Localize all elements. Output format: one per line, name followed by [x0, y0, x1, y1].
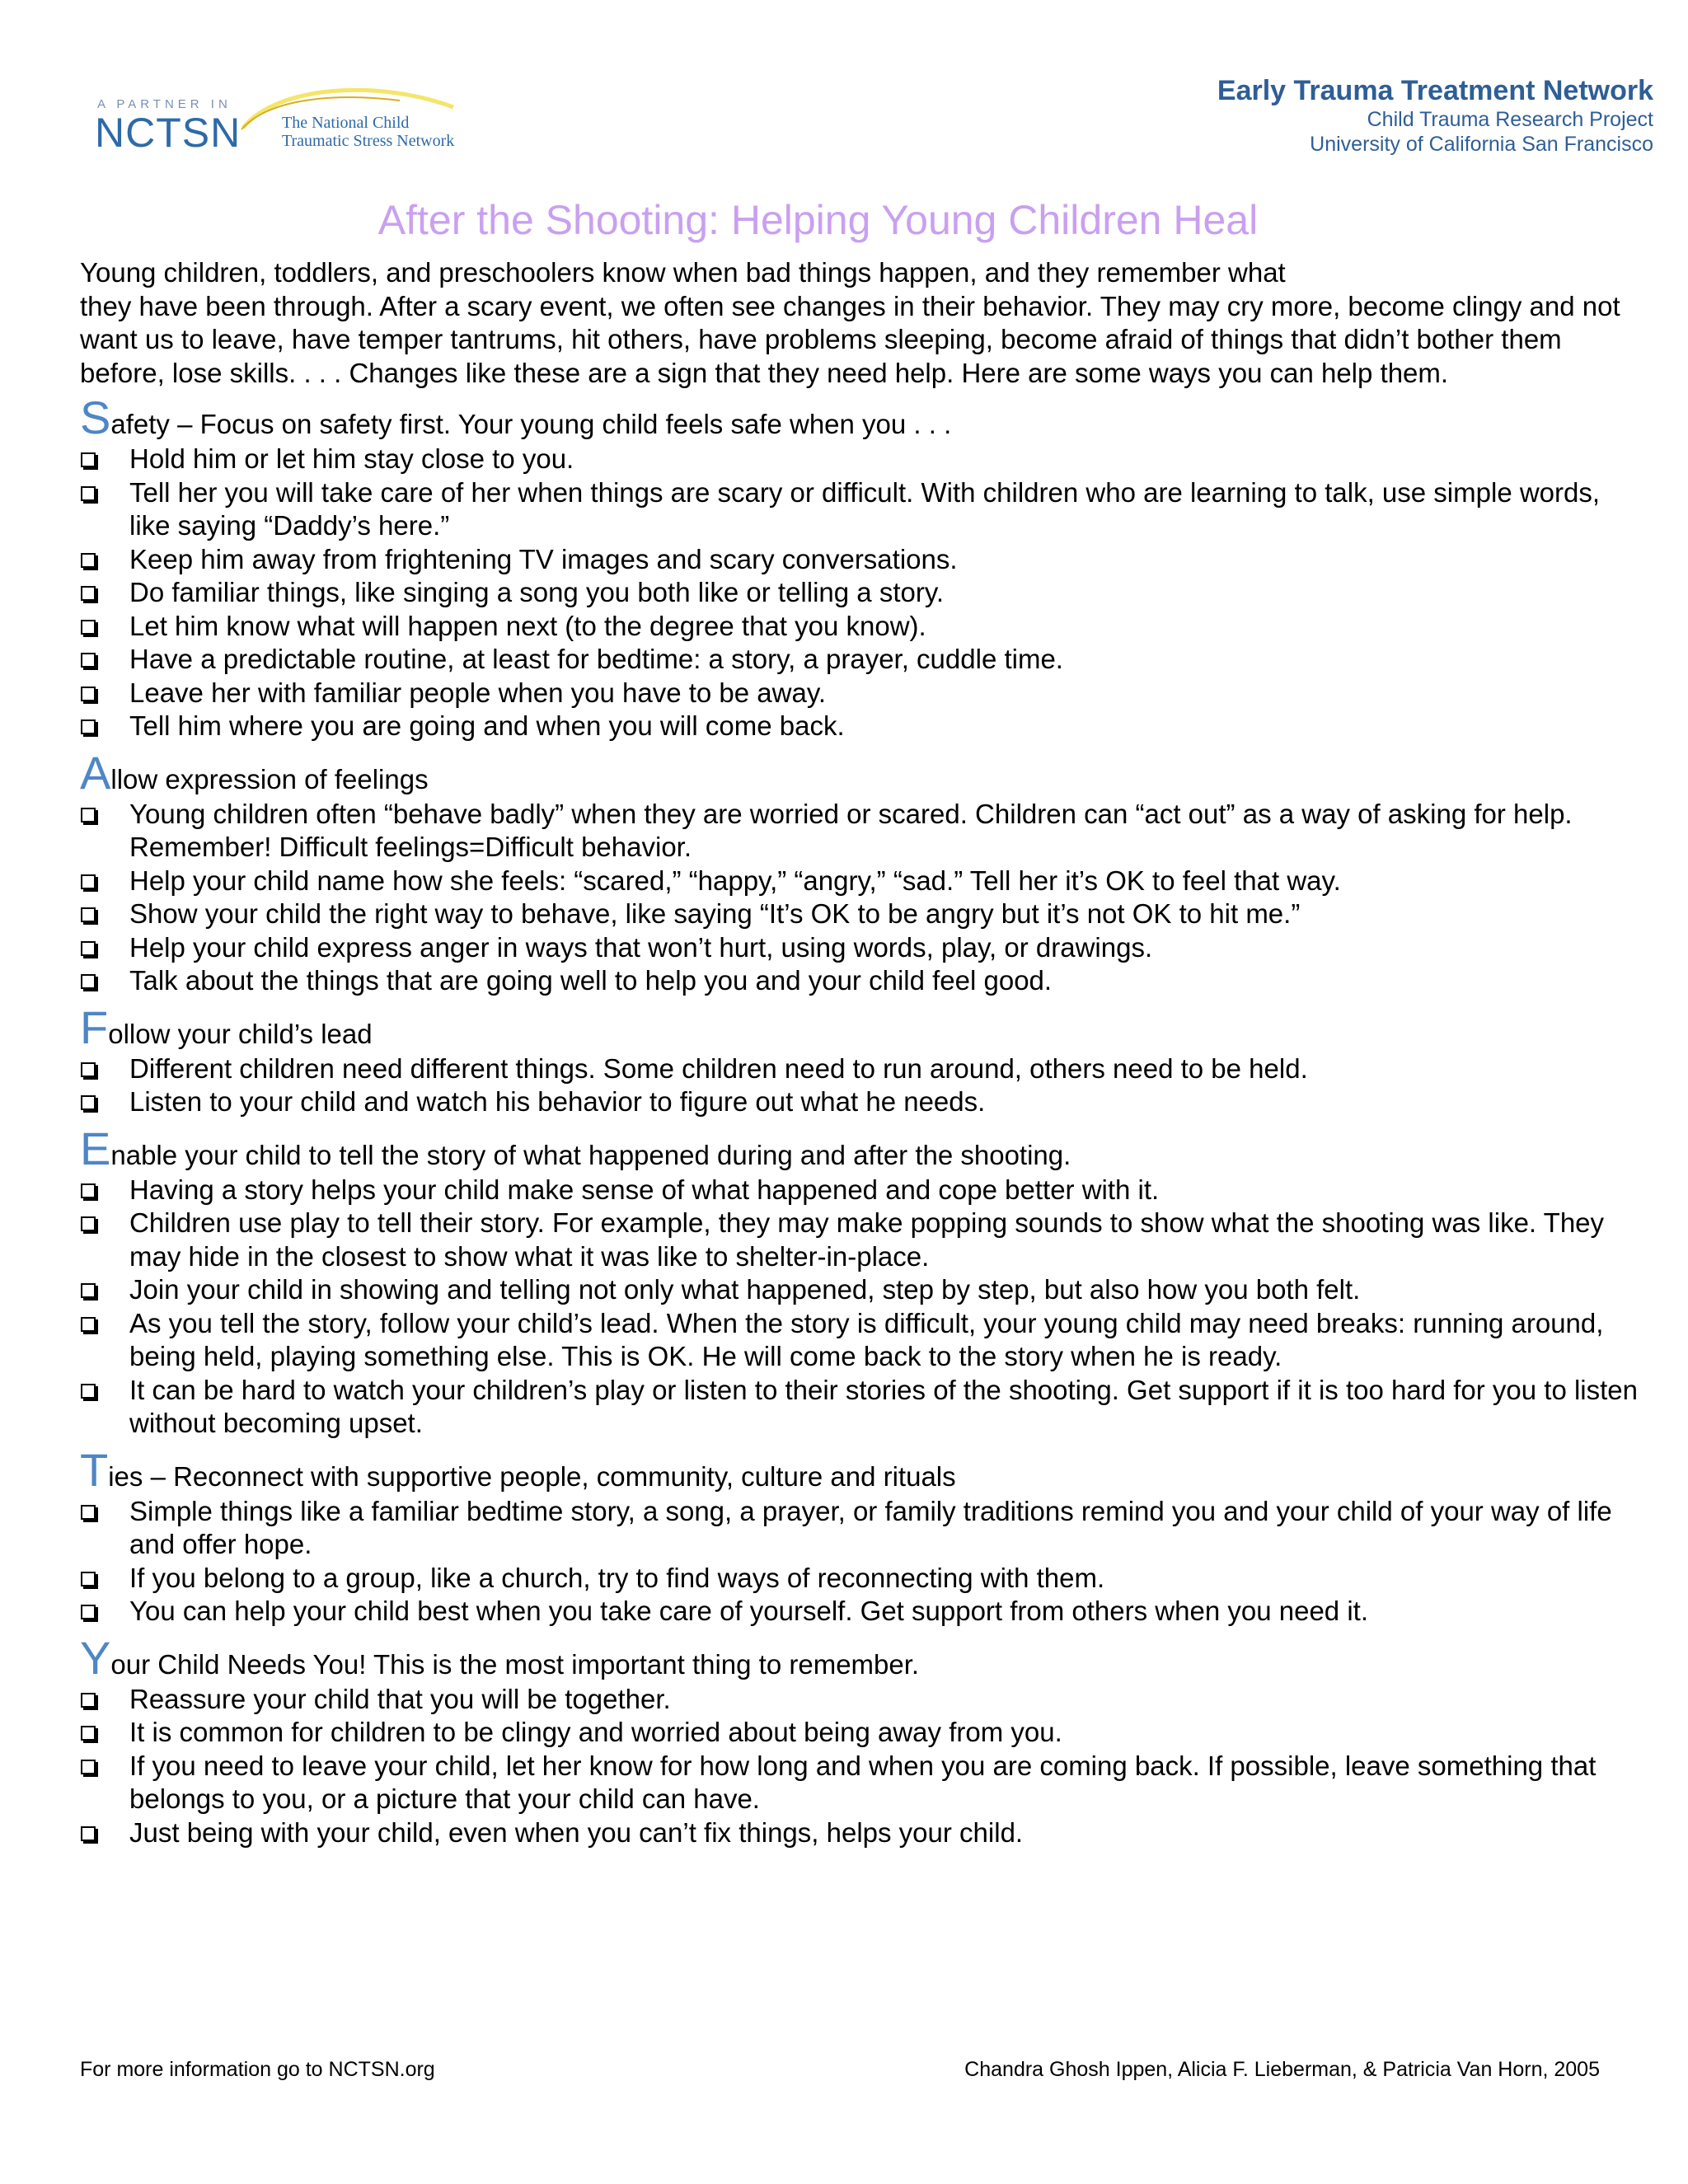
- checklist-item: [80, 964, 1646, 998]
- checkbox-bullet-icon: [81, 907, 96, 922]
- section: [80, 746, 1646, 998]
- checkbox-bullet-icon: [81, 452, 96, 467]
- checklist-item-text: Let him know what will happen next (to the degree that you know).: [129, 610, 926, 641]
- checklist-item: [80, 898, 1646, 931]
- section: [80, 391, 1646, 743]
- main-content: [80, 256, 1646, 1861]
- section-heading-text: nable your child to tell the story of what happened during and after the shooting.: [110, 1139, 1071, 1170]
- logo-name-line2: Traumatic Stress Network: [282, 132, 455, 150]
- checklist: [80, 1052, 1646, 1119]
- checklist-item-text: It can be hard to watch your children’s play or listen to their stories of the shooting. Get support if it is too hard for you to listen without becoming upset.: [129, 1374, 1639, 1438]
- checklist-item-text: Help your child express anger in ways that won’t hurt, using words, play, or drawings.: [129, 931, 1153, 963]
- checklist-item: [80, 710, 1646, 743]
- checklist-item: [80, 865, 1646, 898]
- checkbox-bullet-icon: [81, 486, 96, 501]
- checklist-item: [80, 1085, 1646, 1119]
- checklist-item: [80, 931, 1646, 965]
- checkbox-bullet-icon: [81, 1572, 96, 1586]
- section-initial-letter: T: [80, 1443, 109, 1496]
- checklist-item-text: Reassure your child that you will be together.: [129, 1683, 671, 1714]
- checklist-item-text: Keep him away from frightening TV images and scary conversations.: [129, 543, 958, 574]
- checklist-item-text: If you belong to a group, like a church, try to find ways of reconnecting with them.: [129, 1562, 1105, 1593]
- checklist-item-text: Help your child name how she feels: “scared,” “happy,” “angry,” “sad.” Tell her it’s OK to feel that way.: [129, 865, 1341, 896]
- checklist-item-text: Tell her you will take care of her when things are scary or difficult. With children who are learning to talk, use simple words, like saying “Daddy’s here.”: [129, 476, 1601, 541]
- checklist-item-text: Do familiar things, like singing a song you both like or telling a story.: [129, 577, 945, 607]
- checklist-item: [80, 1683, 1646, 1717]
- checkbox-bullet-icon: [81, 1693, 96, 1708]
- section-heading: [80, 1443, 1646, 1496]
- section-heading-text: llow expression of feelings: [110, 763, 429, 794]
- checklist: [80, 1495, 1646, 1629]
- section-heading-text: ies – Reconnect with supportive people, community, culture and rituals: [108, 1460, 956, 1492]
- checklist-item-text: It is common for children to be clingy and worried about being away from you.: [129, 1717, 1062, 1747]
- section-heading-text: ollow your child’s lead: [108, 1018, 373, 1049]
- checklist: [80, 1174, 1646, 1441]
- checkbox-bullet-icon: [81, 1183, 96, 1198]
- checklist-item-text: Talk about the things that are going well to help you and your child feel good.: [129, 965, 1053, 996]
- checkbox-bullet-icon: [81, 586, 96, 601]
- checkbox-bullet-icon: [81, 874, 96, 889]
- section-heading: [80, 1631, 1646, 1684]
- checklist-item-text: Have a predictable routine, at least for bedtime: a story, a prayer, cuddle time.: [129, 644, 1063, 674]
- section: [80, 1122, 1646, 1441]
- intro-paragraph: Young children, toddlers, and preschoolers know when bad things happen, and they remember what they have been through. After a scary event, we often see changes in their behavior. They may cry more, become clingy and not want us to leave, have temper tantrums, hit others, have problems sleeping, become afraid of things that didn’t bother them before, lose skills. . . . Changes like these are a sign that they need help. Here are some ways you can help them.: [80, 257, 1620, 388]
- checklist-item-text: Young children often “behave badly” when they are worried or scared. Children can “act out” as a way of asking for help. Remember! Difficult feelings=Difficult behavior.: [129, 798, 1573, 862]
- checklist-item-text: Simple things like a familiar bedtime story, a song, a prayer, or family traditions remind you and your child of your way of life and offer hope.: [129, 1495, 1612, 1559]
- section: [80, 1443, 1646, 1629]
- section-heading-text: our Child Needs You! This is the most important thing to remember.: [110, 1648, 920, 1680]
- checkbox-bullet-icon: [81, 1760, 96, 1774]
- checkbox-bullet-icon: [81, 1062, 96, 1077]
- checklist-item: [80, 1562, 1646, 1596]
- checkbox-bullet-icon: [81, 687, 96, 701]
- page-title: After the Shooting: Helping Young Children Heal: [377, 197, 1259, 243]
- checkbox-bullet-icon: [81, 719, 96, 734]
- checklist-item-text: Just being with your child, even when you can’t fix things, helps your child.: [129, 1816, 1024, 1848]
- checklist-item: [80, 1174, 1646, 1207]
- section-initial-letter: Y: [80, 1631, 111, 1684]
- checklist-item-text: Leave her with familiar people when you have to be away.: [129, 677, 827, 708]
- org-line-1: Child Trauma Research Project: [1367, 108, 1653, 131]
- sections: [80, 391, 1646, 1849]
- footer-credits: Chandra Ghosh Ippen, Alicia F. Lieberman, & Patricia Van Horn, 2005: [964, 2058, 1600, 2081]
- checklist-item: [80, 1052, 1646, 1086]
- checklist-item-text: You can help your child best when you take care of yourself. Get support from others when you need it.: [129, 1596, 1368, 1626]
- checklist-item: [80, 1207, 1646, 1273]
- checkbox-bullet-icon: [81, 1726, 96, 1741]
- org-header: [1217, 74, 1653, 157]
- checklist-item: [80, 1273, 1646, 1307]
- checklist-item: [80, 1495, 1646, 1562]
- checklist-item: [80, 543, 1646, 577]
- checklist-item-text: Hold him or let him stay close to you.: [129, 443, 574, 474]
- checkbox-bullet-icon: [81, 1605, 96, 1619]
- checkbox-bullet-icon: [81, 1384, 96, 1399]
- checklist-item: [80, 476, 1646, 543]
- checkbox-bullet-icon: [81, 653, 96, 668]
- checklist-item-text: Having a story helps your child make sense of what happened and cope better with it.: [129, 1174, 1160, 1205]
- checklist-item-text: Listen to your child and watch his behavior to figure out what he needs.: [129, 1086, 986, 1117]
- checklist-item: [80, 443, 1646, 476]
- logo-partner-text: A PARTNER IN: [97, 97, 232, 111]
- checkbox-bullet-icon: [81, 1283, 96, 1298]
- section-heading: [80, 1122, 1646, 1174]
- checklist-item-text: Children use play to tell their story. For example, they may make popping sounds to show what the shooting was like. They may hide in the closest to show what it was like to shelter-in-place.: [129, 1207, 1605, 1272]
- section-heading: [80, 746, 1646, 799]
- checkbox-bullet-icon: [81, 1826, 96, 1841]
- checklist-item: [80, 1595, 1646, 1629]
- checkbox-bullet-icon: [81, 553, 96, 568]
- checklist: [80, 798, 1646, 998]
- section: [80, 1001, 1646, 1119]
- checklist-item-text: If you need to leave your child, let her know for how long and when you are coming back. If possible, leave something that belongs to you, or a picture that your child can have.: [129, 1750, 1597, 1814]
- checklist: [80, 1683, 1646, 1850]
- checkbox-bullet-icon: [81, 974, 96, 989]
- org-title: Early Trauma Treatment Network: [1217, 75, 1653, 106]
- checkbox-bullet-icon: [81, 808, 96, 823]
- logo-wordmark: NCTSN: [95, 110, 241, 156]
- checklist-item: [80, 1374, 1646, 1441]
- org-line-2: University of California San Francisco: [1310, 133, 1653, 156]
- section-initial-letter: A: [80, 746, 111, 799]
- checklist-item: [80, 1307, 1646, 1374]
- checklist-item-text: Show your child the right way to behave, like saying “It’s OK to be angry but it’s not OK to hit me.”: [129, 898, 1301, 929]
- checklist: [80, 443, 1646, 743]
- checkbox-bullet-icon: [81, 941, 96, 956]
- checkbox-bullet-icon: [81, 1095, 96, 1110]
- checklist-item: [80, 1750, 1646, 1816]
- section-initial-letter: S: [80, 391, 111, 443]
- section: [80, 1631, 1646, 1850]
- checklist-item: [80, 1816, 1646, 1850]
- checklist-item: [80, 677, 1646, 710]
- section-initial-letter: F: [80, 1001, 109, 1053]
- footer-info: For more information go to NCTSN.org: [80, 2058, 435, 2081]
- section-initial-letter: E: [80, 1122, 111, 1174]
- checkbox-bullet-icon: [81, 1216, 96, 1231]
- section-heading: [80, 1001, 1646, 1053]
- nctsn-logo: [95, 82, 474, 165]
- checklist-item: [80, 576, 1646, 610]
- checklist-item-text: Different children need different things. Some children need to run around, others need to be held.: [129, 1052, 1308, 1084]
- checklist-item-text: As you tell the story, follow your child’s lead. When the story is difficult, your young child may need breaks: running around, being held, playing something else. This is OK. He will come back to the story when he is ready.: [129, 1307, 1604, 1371]
- section-heading: [80, 391, 1646, 443]
- checklist-item: [80, 610, 1646, 644]
- section-heading-text: afety – Focus on safety first. Your young child feels safe when you . . .: [110, 409, 952, 439]
- checklist-item: [80, 798, 1646, 865]
- logo-name-line1: The National Child: [282, 114, 410, 132]
- checkbox-bullet-icon: [81, 1505, 96, 1520]
- checklist-item: [80, 1716, 1646, 1750]
- checklist-item: [80, 643, 1646, 677]
- checkbox-bullet-icon: [81, 1317, 96, 1332]
- checklist-item-text: Join your child in showing and telling not only what happened, step by step, but also how you both felt.: [129, 1274, 1361, 1305]
- checklist-item-text: Tell him where you are going and when you will come back.: [129, 710, 845, 741]
- checkbox-bullet-icon: [81, 620, 96, 635]
